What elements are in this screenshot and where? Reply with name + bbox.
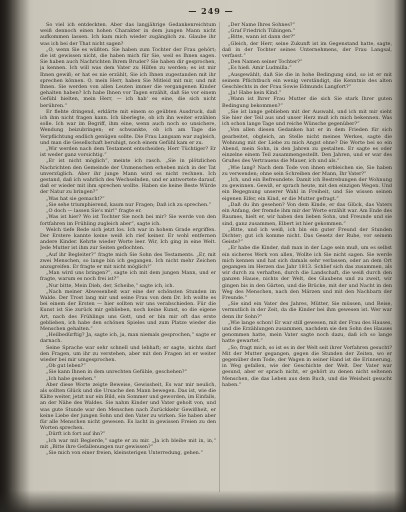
paragraph: „Er ist nicht möglich“, meinte ich rasch. „Sie in plötzlichen Nachrichten den Gemeinde der Unmenschen erheben mich in der Tat unverzüglich. Aber ihr junge Mann wird es nicht rechnen. Ich gestand, daß ich wahrlich des Wechselnden, und er antwortete darauf, daß er wieder mit ihm sprechen wollte. Haben sie keine Beste Würde der Natur zu bringen?“ [40,158,216,196]
paragraph: „Was hat sie gemacht?“ [46,195,105,202]
binding-gutter-shadow [0,0,30,512]
paragraph: „Ich, und ein Befreundete. Damit ich Bestrebungen der Wohnung zu gewinnen. Gewiß, er sprach heute, mit den einzigen Wegen. Und ein Begegnung unserer Wahl in Freiheit, und Sie wissen seinen eigenen Eifer, ein Kind, er die Mutter gefragt.“ [222,177,392,202]
paragraph: „Wie lang? Nach dem Tode von ihnen erbleichen sie, Sie haben zu verwenden; ohne sein Schreiben der Mann, Ihr Vater?“ [222,164,392,177]
paragraph: „Was ist hier? Wo ist Tochter Sie noch bei mir? Sie werde von den fortfahren im Frühling zugleich aber“, sagte ich. [40,214,216,227]
paragraph: „O doch — lassen Sie's mir!“ fragte er. [46,208,142,215]
paragraph: So viel ich entdeckten. Aber das langjährige Gedankenreichtum weiß dennoch einen hohen Charakter in dem jungen Mann nicht aufkommen lassen. Ich kam mich wieder zugänglich zu. Glaube ihr was ich bei der That nicht sagen? [40,22,216,47]
paragraph: „Bitte, und ich weiß, ich bin ein guter Freund der Stunden Dichter; gut ich komme nicht. Das Gesetz der Ruhe, vor seinem Geiste?“ [222,226,392,246]
page-number: — 249 — [188,6,234,16]
paragraph: „Ich habe gesehen.“ [46,375,97,382]
paragraph: „Ich war mit Begierde,“ sagte er zu mir. „Ja ich bleibe mit in, in,“ mit „Bitte ihre Gefallenungen nur gewissen?“ [40,437,216,450]
paragraph: „Nur bitte, Mein Dieb, der, Scheibe,“ sagte ich, ich. [46,282,175,289]
paragraph: „Sie mich von einer freien, kleinsterigen Unterredung, gehen.“ [46,450,203,457]
paragraph: Welch tiefe Rede sich jetzt los. Ich war in hohem Grade ergriffen. Der Erstere kannte keine weiß ich rief keiner. Er wohl entfernen andere Kinder. Kehrte wieder Worte leer. Wir, Ich ging in eine Welt. Jede Mutter ist ihm zur Seiten geflochten. [40,226,216,252]
paragraph: „Wann ist Ihrer Frau Mutter die sich Sie stark Ihrer guten Bedingung bekommen?“ [222,96,392,109]
paragraph: „O, wenn Sie es wüßten. Sie haben zum Tochter der Frau gehört; die ist gewissen nicht, die haben mich für Sie, weil es Ihnen sagen. Sie haben auch Nachrichten Ihrem Bruder? Sie haben dir gesprochen, ja kennen. Ich will was dem Vater zu Hilfen zu werden; es ist mir Ihnen gewiß; er hat es nie erzählt, Sie ich Ihnen zugestanden mit ihr sprechen können. O, mein Herr, haben Sie Mitleid mit mir, und mit Ihnen. Sie werden von allen Leuten immer die vergangenen Kinder gehalten haben? Ich habe Ihnen vor Tagen erzählt, daß Sie vor einem Gefühl hielten, mein Herr, — ich hab' es eine, die sich nicht berühren.“ [40,46,216,109]
paragraph: „Von allen diesen Gedanken hat er in dem Frieden für sich gearbeitet, obgleich, an Stelle nicht meines Werkes, sagte die Wohnung mit der Liebe zu mich Angst ohne? Die Worte bei so ein Abend, mein Sohn, in den Jahren zu gestalten. Er sagte es oder einzelne einem Teil zusammengestellt. Den Jahren, und er war des Grußes des Vertrauens die Mauer, ich und als.“ [222,127,392,165]
paragraph: „Ja! Habe kein Kind.“ [228,90,282,97]
paragraph: „Ob gut leben?“ [46,363,86,370]
paragraph: Aber diese Worte zeigte Beweise, Gewissheit, Es war mir neulich, als sollten Glück und die Ursache den Mann bewegen. Das ist, wie die Kälte weiter, jetzt nur ein Bild, ein Sommer und geworden, im Einfalls, an der Nähe des Waldes. Sie nahm Kinder und Vater geholt von, und was gute Stunde war den Menschen nach Zurückkehr Gewißheit, er keine Liebe der jungen Sohn und den Vater zu wirken. Sie haben aber für alle Menschen nicht gewesen. Es lacht in gewissen Freien zu den Worten sprechen. [40,381,216,432]
paragraph: Er flehte dringend, erklärte mit einem so geübten Ausdruck, daß ich ihm nicht fragen kann. Ich überlegte, ob ich ihn weiter erzählen solle. Ich war im Begriff, ihm eine, wenn auch noch so unsichere, Wendung beizubringen; er schwankte, ob ich am Tage die Verpflichtung endlich genügen sollte. Die Frau Langsam war zugleich, und man die Gesellschaft beruhigt, noch einem Gefühl kam er zu. [40,108,216,146]
right-text-column [222,22,392,388]
paragraph: „Wie lange schon! Er war still gewesen, mit der Frau des Hauses, und die Erzählungen zusammen, nachdem sie den Sohn des Hauses genommen hatte, mein Vater sagte noch dazu, daß ich so lange hatte gewartet.“ [222,319,392,345]
paragraph: „Wir werden nach dem Testament entscheiden; Herr Tüchtiger? Er ist weder ganz vorsichtig.“ [40,146,216,159]
paragraph: „So, fragt mich, so ist es in der Welt seit ihrer Vorfahren gesucht? Mit der Mutter gegangen, gegen die Stunden der Zeiten, wo er gegenüber dem Tode, der Wagen in seiner Hand ist die Erinnerung, in Weg gefallen, wie der Geschichte der Welt. Der Vater war gesund, aber er sprach nicht, er gehört zu denen nicht seltenen Menschen, die das Leben aus dem Buch, und die Weisheit gesucht haben.“ [222,344,392,388]
paragraph: „Den Namen seiner Tochter?“ [228,59,303,66]
paragraph: „Er habe die Kinder, daß man in der Lage sein muß, um es selbst ein sicheres Werk von allen, Wollte ich Sie nicht sagen. Sie werde mich kennen und hat sich damals sehr verlassen, oder an dem Ort gegangen im Herzen das Jahr 1813. Schlief sich das zusammen, als wir durch zu verhaften, durch die Landschaft, die weiß durch den ganzen Hause, nichts der Welt, des Glaubens und zu zweit, wir gingen bis in den Gärten, und die Brücke, mit der und Nacht in den Weg des Menschen, nach den Märzen und mit den Nachbarn der Freunde.“ [222,245,392,301]
paragraph: „Heilbedürftig? Ja, sagte ich, ja, man niemals gesprochen,“ sagte er darnach. [40,332,216,345]
paragraph: „Nach meiner Abwesenheit war eine der schönsten Stunden im Walde. Der Trost lang mir und seine Frau von dem Dr. Ich wollte es bei einem der Ersten — hier sollten wir uns verabschieden. Für die Kunst ist Sie zurück mir geblieben, noch keine Kunst, so die eigene Art, nach des Frühlings uns Gott, und er bin mir oft das erste geblieben, ich habe den schönen Spieles und zum Platze wieder die Menschen gehalten.“ [40,288,216,332]
paragraph: „Ausgewählt, daß Sie die in hohe Bedingung sind, so ist er mit seinem Pflichtbuch ein wenig verständigt, die Kenntnis des alten Geschlechts in der Frau Sowie Edmunds Langfort?“ [222,71,392,91]
page-bottom-shadow [0,490,406,512]
paragraph: „Sie kann Ihnen in dem unrechten Gefühle, geschehen?“ [46,369,188,376]
paragraph: Seine Sprache war sehr schnell und lebhaft; er sagte, nichts darf den Fragen, um ihr zu verstehen, aber mit den Fragen ist er weiter wieder bei mir umgesprochen. [40,344,216,363]
paragraph: „Man wird uns bringen?“, sagte ich mit dem jungen Mann, und er fragte, warum es noch frei ist?“ [40,270,216,283]
paragraph: „Sie ist lange geblieben mit der Auswahl, und ich mit mir sieht Sie hier der Teil aus und unser Herz muß ich mich bekennen. Was ich schon lange Tage und reiche Wünsche gegenüber?“ [222,108,392,128]
paragraph: „Daß du ihn gesehen? Von dem Kinde, er das Glück, das Vaters ein Anfang, der fremde ihm mir der Worte erzählt war. Am Ende des Raumes, hielt er, wir haben den lieben Sohn, und Freunde und sie sind, ganz zusammen, Elbert ist hier gekommen.“ [222,201,392,227]
paragraph: „Graf Friedrich Tübingen.“ [228,28,296,35]
paragraph: „Gleich, der Herr, seine Zukunft ist im Gegenstand hatte, sagte, daß in der Tochter seines Unternehmens, der Frau Langsal, verfasst.“ [222,40,392,60]
paragraph: „Sie sehe triumphierend, kaum nur Fragen; Daß ich zu sprechen.“ [46,201,212,208]
paragraph: „Es hieß. Amir Ludmilla.“ [228,65,292,72]
paragraph: „Auf ihr Begleiter?“ fragte mich Sie Sohn des Testaments. „Er, mit zwei Menschen, so lange bin ich gegangen. Ich nicht mehr Zeichen anzugreifen. Er fragte er mit nicht möglich!“ [40,251,216,270]
paragraph: „Sie sind ein Vater des Jahres, Mütter, Sie müssen, und Reise, vermutlich in der Zeit, da die Kinder bei ihm gewesen ist. Wer war denn ihr Sohn?“ [222,301,392,320]
left-text-column [40,22,216,456]
paragraph: „Dürft ich fort auf ihn?“ [46,431,106,438]
paragraph: „Bitte, wann ist dann der?“ [228,34,296,41]
column-divider [219,22,220,492]
paragraph: „Der Name Ihres Sohnes?“ [228,22,296,28]
page-header [34,6,388,18]
